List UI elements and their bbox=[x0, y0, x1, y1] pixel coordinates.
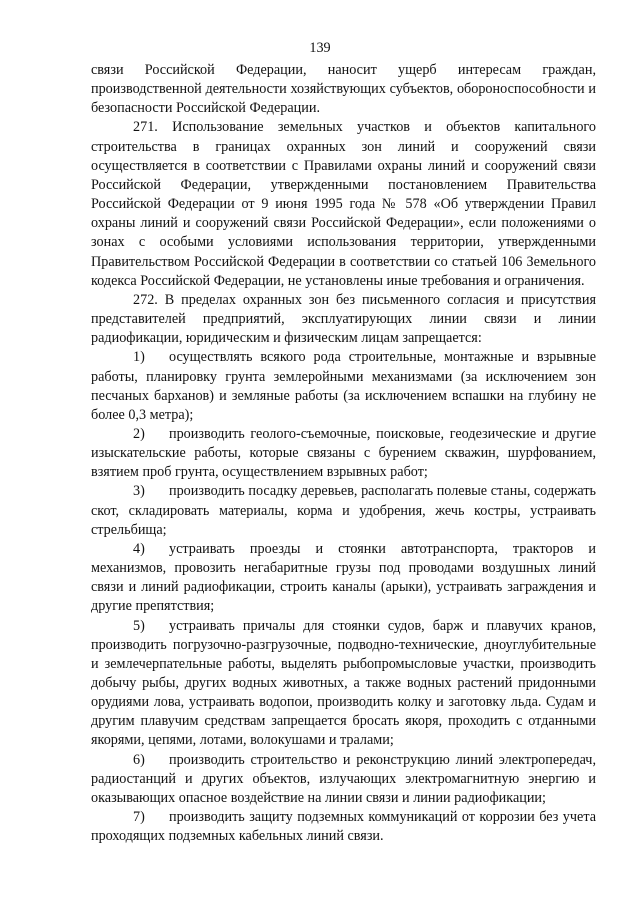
list-item-number: 3) bbox=[133, 483, 145, 500]
list-item-number: 4) bbox=[133, 540, 145, 557]
paragraph-271: 271. Использование земельных участков и объектов капитального строительства в границах охранных зон линий и сооружений связи осуществляется в соответствии с Правилами охраны линий и сооружений связи Российской Федерации, утвержденными постановлением Правительства Российской Федерации от 9 июня 1995 года № 578 «Об утверждении Правил охраны линий и сооружений связи Российской Федерации», если положениями о зонах с особыми условиями использования территории, утвержденными Правительством Российской Федерации в соответствии со статьей 106 Земельного кодекса Российской Федерации, не установлены иные требования и ограничения. bbox=[91, 119, 596, 289]
list-item bbox=[91, 808, 596, 846]
list-item-number: 1) bbox=[133, 349, 145, 366]
list-item-text: устраивать причалы для стоянки судов, барж и плавучих кранов, производить погрузочно-разгрузочные, подводно-технические, дноуглубительные и землечерпательные работы, выделять рыбопромысловые участки, производить добычу рыбы, других водных животных, а также водных растений придонными орудиями лова, устраивать водопои, производить колку и заготовку льда. Судам и другим плавучим средствам запрещается бросать якоря, проходить с отданными якорями, цепями, лотами, волокушами и тралами; bbox=[91, 617, 596, 749]
list-item-text: устраивать проезды и стоянки автотранспорта, тракторов и механизмов, провозить негабаритные грузы под проводами воздушных линий связи и линий радиофикации, строить каналы (арыки), устраивать заграждения и другие препятствия; bbox=[91, 540, 596, 615]
list-item-number: 5) bbox=[133, 617, 145, 634]
list-item-text: производить посадку деревьев, располагать полевые станы, содержать скот, складировать материалы, корма и удобрения, жечь костры, устраивать стрельбища; bbox=[91, 483, 596, 538]
list-item bbox=[91, 751, 596, 808]
paragraph-continuation: связи Российской Федерации, наносит ущерб интересам граждан, производственной деятельности хозяйствующих субъектов, обороноспособности и безопасности Российской Федерации. bbox=[91, 62, 596, 117]
list-item bbox=[91, 617, 596, 751]
list-item bbox=[91, 425, 596, 482]
document-body bbox=[91, 61, 596, 846]
paragraph-272: 272. В пределах охранных зон без письменного согласия и присутствия представителей предприятий, эксплуатирующих линии связи и линии радиофикации, юридическим и физическим лицам запрещается: bbox=[91, 291, 596, 347]
list-item-text: производить геолого-съемочные, поисковые, геодезические и другие изыскательские работы, которые связаны с бурением скважин, шурфованием, взятием проб грунта, осуществлением взрывных работ; bbox=[91, 425, 596, 481]
list-item bbox=[91, 540, 596, 617]
list-item-text: производить строительство и реконструкцию линий электропередач, радиостанций и других объектов, излучающих электромагнитную энергию и оказывающих опасное воздействие на линии связи и линии радиофикации; bbox=[91, 751, 596, 806]
list-item-text: осуществлять всякого рода строительные, монтажные и взрывные работы, планировку грунта землеройными механизмами (за исключением зон песчаных барханов) и земляные работы (за исключением вспашки на глубину не более 0,3 метра); bbox=[91, 349, 596, 423]
list-item-text: производить защиту подземных коммуникаций от коррозии без учета проходящих подземных кабельных линий связи. bbox=[91, 809, 596, 845]
list-item-number: 6) bbox=[133, 751, 145, 768]
page-number: 139 bbox=[309, 40, 331, 56]
list-item bbox=[91, 482, 596, 539]
list-item-number: 2) bbox=[133, 425, 145, 442]
list-item-number: 7) bbox=[133, 809, 145, 826]
list-item bbox=[91, 348, 596, 425]
